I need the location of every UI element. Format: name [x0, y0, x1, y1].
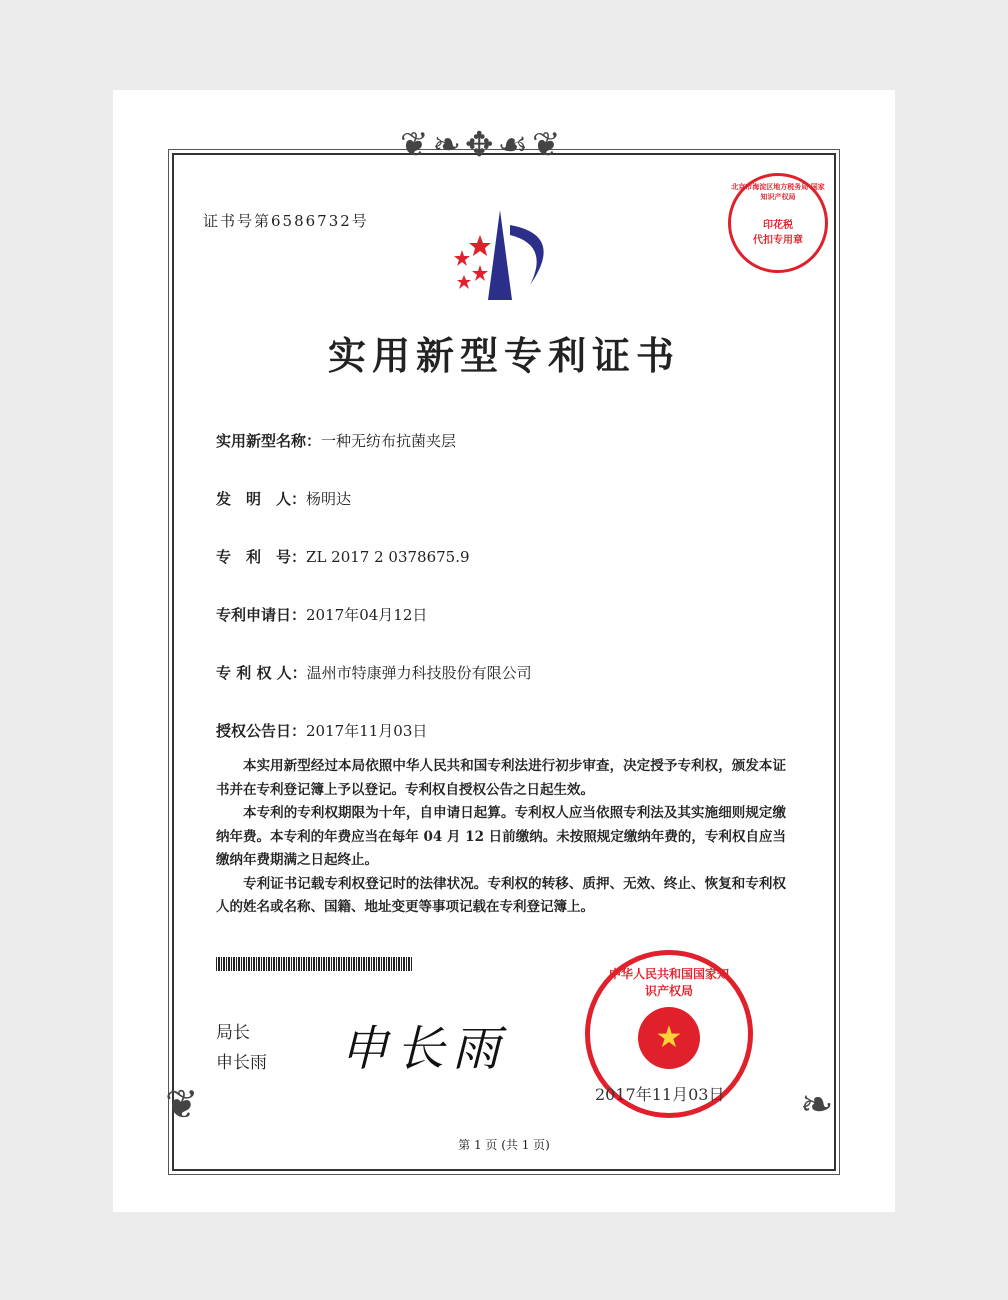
- barcode: [216, 957, 412, 971]
- certificate-body: [216, 755, 786, 920]
- body-paragraph: 本实用新型经过本局依照中华人民共和国专利法进行初步审查，决定授予专利权，颁发本证书并在专利登记簿上予以登记。专利权自授权公告之日起生效。: [216, 758, 786, 798]
- field-inventor: 发 明 人：杨明达: [216, 490, 352, 508]
- national-emblem-icon: ★: [638, 1007, 700, 1069]
- body-paragraph: 本专利的专利权期限为十年，自申请日起算。专利权人应当依照专利法及其实施细则规定缴纳年费。本专利的年费应当在每年 04 月 12 日前缴纳。未按照规定缴纳年费的，专利权自应当缴纳年费期满之日起终止。: [216, 805, 786, 868]
- page-number: 第 1 页 (共 1 页): [458, 1138, 550, 1152]
- patent-office-logo-icon: [440, 205, 570, 305]
- director-name: 申长雨: [216, 1053, 267, 1073]
- corner-ornament-icon: ❦: [165, 1082, 199, 1128]
- seal-date: 2017年11月03日: [595, 1085, 725, 1104]
- field-patentee: 专 利 权 人：温州市特康弹力科技股份有限公司: [216, 664, 532, 682]
- field-grant-date: 授权公告日：2017年11月03日: [216, 722, 428, 740]
- field-patent-number: 专 利 号：ZL 2017 2 0378675.9: [216, 548, 470, 566]
- body-paragraph: 专利证书记载专利权登记时的法律状况。专利权的转移、质押、无效、终止、恢复和专利权人的姓名或名称、国籍、地址变更等事项记载在专利登记簿上。: [216, 875, 786, 915]
- director-title: 局长: [216, 1023, 250, 1043]
- certificate-number: 证书号第6586732号: [203, 212, 369, 230]
- national-ip-office-seal: 中华人民共和国国家知识产权局 ★: [585, 950, 753, 1118]
- corner-ornament-icon: ❧: [800, 1082, 834, 1128]
- field-utility-model-name: 实用新型名称：一种无纺布抗菌夹层: [216, 432, 457, 450]
- top-ornament-icon: ❦❧✥☙❦: [400, 125, 565, 165]
- certificate-title: 实用新型专利证书: [327, 333, 680, 378]
- stamp-duty-seal: 北京市海淀区地方税务局 国家知识产权局 印花税 代扣专用章: [728, 173, 828, 273]
- director-signature: 申长雨: [340, 1021, 509, 1077]
- field-application-date: 专利申请日：2017年04月12日: [216, 606, 428, 624]
